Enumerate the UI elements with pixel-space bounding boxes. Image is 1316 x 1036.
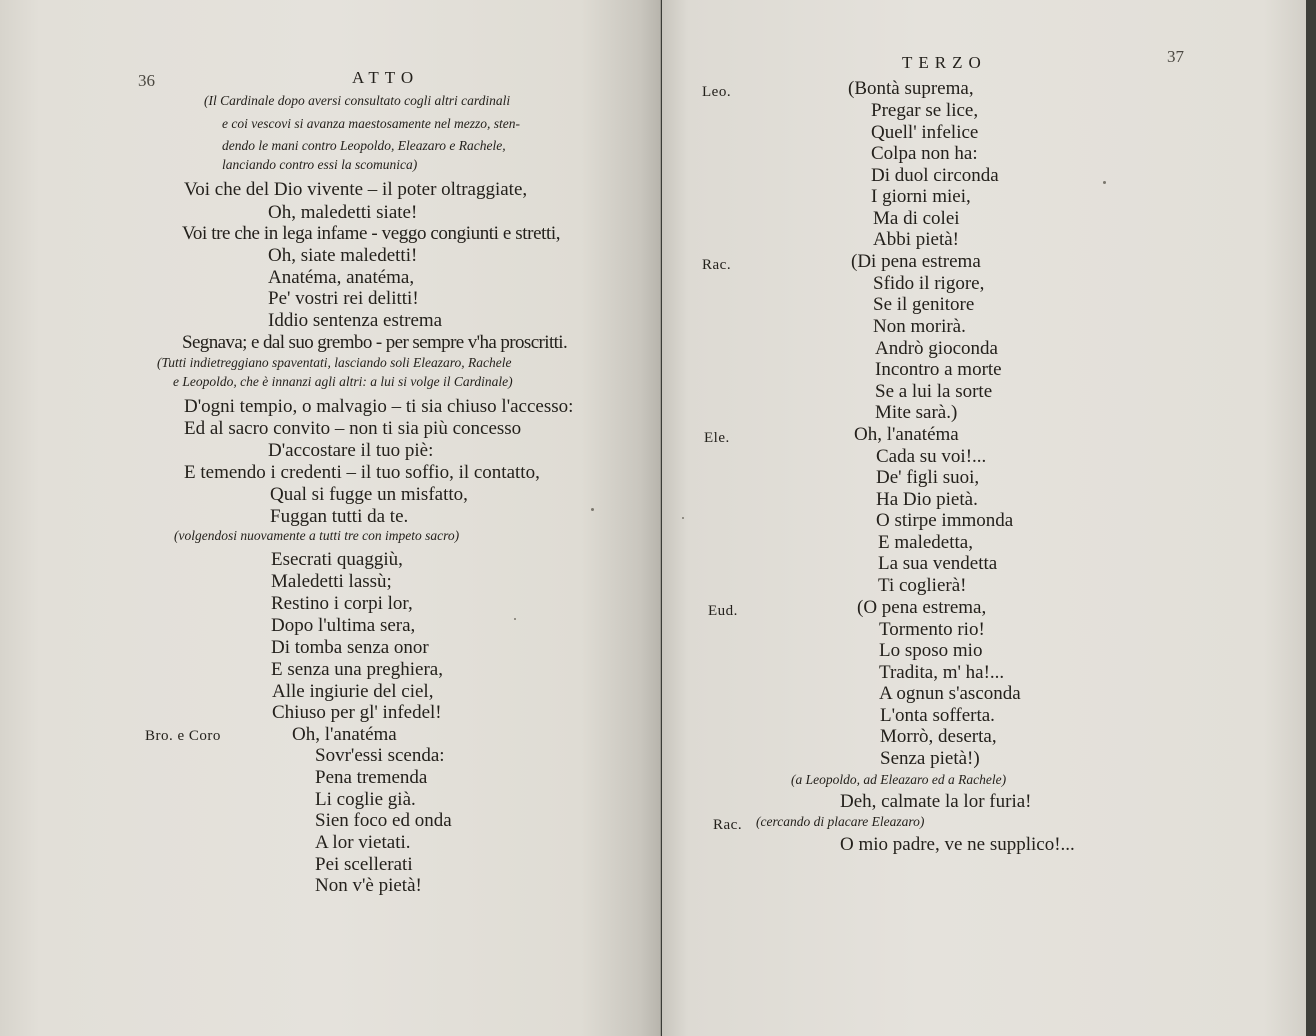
- verse-line: Se il genitore: [873, 294, 975, 315]
- verse-line: Sfido il rigore,: [873, 273, 985, 294]
- verse-line: Di duol circonda: [871, 165, 999, 186]
- stage-direction: (Il Cardinale dopo aversi consultato cogli altri cardinali: [204, 93, 511, 108]
- verse-line: Ed al sacro convito – non ti sia più concesso: [184, 418, 522, 439]
- verse-line: Iddio sentenza estrema: [268, 310, 443, 331]
- paper-speck: [514, 618, 516, 620]
- verse-line: O stirpe immonda: [876, 510, 1014, 531]
- paper-speck: [591, 508, 594, 511]
- verse-line: Senza pietà!): [880, 748, 980, 769]
- verse-line: Abbi pietà!: [873, 229, 960, 250]
- speaker-label: Rac.: [713, 817, 743, 833]
- verse-line: A ognun s'asconda: [879, 683, 1021, 704]
- page-number: 36: [138, 71, 155, 90]
- verse-line: Pena tremenda: [315, 767, 428, 788]
- verse-line: Ti coglierà!: [878, 575, 967, 596]
- verse-line: Oh, l'anatéma: [292, 724, 397, 745]
- speaker-label: Leo.: [702, 84, 732, 100]
- verse-line: Dopo l'ultima sera,: [271, 615, 416, 636]
- verse-line: Sovr'essi scenda:: [315, 745, 445, 766]
- verse-line: A lor vietati.: [315, 832, 411, 853]
- verse-line: Non v'è pietà!: [315, 875, 422, 896]
- verse-line: Non morirà.: [873, 316, 966, 337]
- verse-line: I giorni miei,: [871, 186, 971, 207]
- verse-line: Morrò, deserta,: [880, 726, 997, 747]
- paper-speck: [1103, 181, 1106, 184]
- verse-line: Restino i corpi lor,: [271, 593, 413, 614]
- speaker-label: Bro. e Coro: [145, 728, 221, 744]
- stage-direction: (volgendosi nuovamente a tutti tre con impeto sacro): [174, 528, 460, 543]
- verse-line: Andrò gioconda: [875, 338, 998, 359]
- verse-line: Lo sposo mio: [879, 640, 983, 661]
- verse-line: (Bontà suprema,: [848, 78, 974, 99]
- verse-line: Pe' vostri rei delitti!: [268, 288, 419, 309]
- verse-line: La sua vendetta: [878, 553, 998, 574]
- verse-line: Sien foco ed onda: [315, 810, 452, 831]
- verse-line: Pei scellerati: [315, 854, 413, 875]
- stage-direction: e Leopoldo, che è innanzi agli altri: a lui si volge il Cardinale): [173, 374, 513, 389]
- verse-line: Segnava; e dal suo grembo - per sempre v'ha proscritti.: [182, 332, 568, 353]
- verse-line: D'ogni tempio, o malvagio – ti sia chiuso l'accesso:: [184, 396, 574, 417]
- stage-direction: dendo le mani contro Leopoldo, Eleazaro e Rachele,: [222, 138, 506, 153]
- verse-line: (O pena estrema,: [857, 597, 987, 618]
- verse-line: Voi tre che in lega infame - veggo congiunti e stretti,: [182, 223, 561, 244]
- verse-line: Maledetti lassù;: [271, 571, 392, 592]
- verse-line: E temendo i credenti – il tuo soffio, il contatto,: [184, 462, 540, 483]
- verse-line: Deh, calmate la lor furia!: [840, 791, 1032, 812]
- speaker-label: Rac.: [702, 257, 732, 273]
- stage-direction: (Tutti indietreggiano spaventati, lasciando soli Eleazaro, Rachele: [157, 355, 512, 370]
- verse-line: Alle ingiurie del ciel,: [272, 681, 434, 702]
- paper-speck: [682, 517, 684, 519]
- verse-line: Cada su voi!...: [876, 446, 987, 467]
- speaker-label: Eud.: [708, 603, 738, 619]
- running-header: ATTO: [352, 68, 420, 87]
- running-header: TERZO: [902, 53, 987, 72]
- verse-line: Oh, siate maledetti!: [268, 245, 418, 266]
- verse-line: O mio padre, ve ne supplico!...: [840, 834, 1075, 855]
- verse-line: Voi che del Dio vivente – il poter oltraggiate,: [184, 179, 528, 200]
- verse-line: Qual si fugge un misfatto,: [270, 484, 468, 505]
- verse-line: E maledetta,: [878, 532, 973, 553]
- verse-line: Fuggan tutti da te.: [270, 506, 409, 527]
- verse-line: (Di pena estrema: [851, 251, 981, 272]
- verse-line: Chiuso per gl' infedel!: [272, 702, 442, 723]
- verse-line: Ma di colei: [873, 208, 960, 229]
- verse-line: Oh, maledetti siate!: [268, 202, 418, 223]
- verse-line: Tradita, m' ha!...: [879, 662, 1005, 683]
- stage-direction: (a Leopoldo, ad Eleazaro ed a Rachele): [791, 772, 1007, 787]
- verse-line: De' figli suoi,: [876, 467, 980, 488]
- stage-direction: (cercando di placare Eleazaro): [756, 814, 925, 829]
- stage-direction: e coi vescovi si avanza maestosamente nel mezzo, sten-: [222, 116, 521, 131]
- verse-line: Ha Dio pietà.: [876, 489, 978, 510]
- verse-line: Se a lui la sorte: [875, 381, 993, 402]
- page-number: 37: [1167, 47, 1184, 66]
- verse-line: Mite sarà.): [875, 402, 958, 423]
- right-page: [662, 0, 1316, 1036]
- verse-line: D'accostare il tuo piè:: [268, 440, 434, 461]
- verse-line: E senza una preghiera,: [271, 659, 443, 680]
- speaker-label: Ele.: [704, 430, 730, 446]
- verse-line: Quell' infelice: [871, 122, 979, 143]
- stage-direction: lanciando contro essi la scomunica): [222, 157, 418, 172]
- verse-line: Di tomba senza onor: [271, 637, 429, 658]
- verse-line: L'onta sofferta.: [880, 705, 995, 726]
- verse-line: Incontro a morte: [875, 359, 1002, 380]
- verse-line: Esecrati quaggiù,: [271, 549, 403, 570]
- verse-line: Pregar se lice,: [871, 100, 979, 121]
- verse-line: Tormento rio!: [879, 619, 985, 640]
- verse-line: Anatéma, anatéma,: [268, 267, 415, 288]
- verse-line: Colpa non ha:: [871, 143, 978, 164]
- verse-line: Oh, l'anatéma: [854, 424, 959, 445]
- verse-line: Li coglie già.: [315, 789, 416, 810]
